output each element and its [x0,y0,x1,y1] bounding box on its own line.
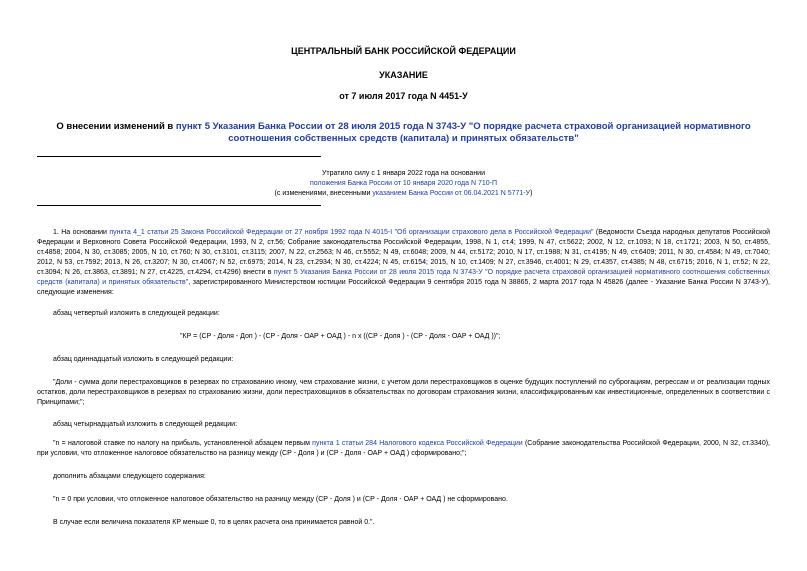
p1-text-2: (Ведомости Съезда народных депутатов Российской Федерации и Верховного Совета Российской Федерации, 1993, N 2, ст.56; Собрание законодательства Российской Федерации, 1998, N 1, ст.4; 1999, N 47, ст.5622; 2002, N 12, ст.1093; N 18, ст.1721; 2003, N 50, ст.4855, ст.4858; 2004, N 30, ст.3085; 2005, N 10, ст.760; N 30, ст.3101, ст.3115; 2007, N 22, ст.2563; N 46, ст.5552; N 49, ст.6048; 2009, N 44, ст.5172; 2010, N 17, ст.1988; N 31, ст.4195; N 49, ст.6409; 2011, N 30, ст.4584; N 49, ст.7040; 2012, N 53, ст.7592; 2013, N 26, ст.3207; N 30, ст.4067; N 52, ст.6975; 2014, N 23, ст.2934; N 30, ст.4224; N 45, ст.6154; 2015, N 10, ст.1409; N 27, ст.3946, ст.4001; N 29, ст.4357, ст.4385; N 48, ст.6715; 2016, N 1, ст.52; N 22, ст.3094; N 26, ст.3863, ст.3891; N 27, ст.4225, ст.4294, ст.4296) внести в [37,229,771,276]
paragraph-5: абзац четырнадцатый изложить в следующей редакции: [53,421,238,428]
paragraph-9: В случае если величина показателя КР меньше 0, то в целях расчета она принимается равной 0.". [53,519,375,526]
status-note-prefix: (с изменениями, внесенными [274,190,373,197]
status-note-link2[interactable]: указанием Банка России от 06.04.2021 N 5771-У [372,190,531,197]
paragraph-4: "Доли - сумма доли перестраховщиков в резервах по страхованию иному, чем страхование жизни, с учетом доли перестраховщиков в оценке будущих поступлений по суброгациям, регрессам и от реализации годных остатков, доли перестраховщиков в резервах по страхованию жизни, доли перестраховщиков в обязательствах по договорам страхования жизни, классифицированным как инвестиционные, определенных в соответствии с Принципами;"; [37,379,770,406]
paragraph-8: "n = 0 при условии, что отложенное налоговое обязательство на разницу между (СР - Доля ) и (СР - Доля - ОАР + ОАД ) не сформировано. [53,496,508,503]
formula-kr: "КР = (СР - Доля - Доп ) - (СР - Доля - ОАР + ОАД ) - n x ((СР - Доля ) - (СР - Доля - ОАР + ОАД ))"; [180,333,501,340]
paragraph-1 [37,228,770,298]
paragraph-3: абзац одиннадцатый изложить в следующей редакции: [53,356,234,363]
p1-text-3: , зарегистрированного Министерством юстиции Российской Федерации 9 сентября 2015 года N 38865, 2 марта 2017 года N 45826 (далее - Указание Банка России N 3743-У), следующие изменения: [37,279,770,296]
p1-link-law[interactable]: пункта 4_1 статьи 25 Закона Российской Федерации от 27 ноября 1992 года N 4015-I "Об организации страхового дела в Российской Федерации" [109,229,594,236]
p1-text-1: 1. На основании [53,229,110,236]
paragraph-7: дополнить абзацами следующего содержания: [53,473,206,480]
paragraph-2: абзац четвертый изложить в следующей редакции: [53,310,220,317]
status-note-line1: Утратило силу с 1 января 2022 года на основании [321,170,486,177]
status-note [0,169,807,199]
status-note-link1[interactable]: положения Банка России от 10 января 2020 года N 710-П [309,180,497,187]
paragraph-6 [37,439,770,459]
divider-bottom [37,205,321,206]
document-title [40,121,767,145]
document-date: от 7 июля 2017 года N 4451-У [339,91,468,101]
p1-link-directive[interactable]: пункт 5 Указания Банка России от 28 июля 2015 года N 3743-У "О порядке расчета страховой организацией нормативного соотношения собственных средств (капитала) и принятых обязательств" [37,269,770,286]
title-link[interactable]: пункт 5 Указания Банка России от 28 июля 2015 года N 3743-У "О порядке расчета страховой организацией нормативного соотношения собственных средств (капитала) и принятых обязательств" [175,121,751,144]
status-note-suffix: ) [530,190,533,197]
divider-top [37,156,321,157]
title-prefix: О внесении изменений в [56,121,176,132]
p6-text-1: "n = налоговой ставке по налогу на прибыль, установленной абзацем первым [53,440,313,447]
bank-name: ЦЕНТРАЛЬНЫЙ БАНК РОССИЙСКОЙ ФЕДЕРАЦИИ [291,46,516,56]
document-type: УКАЗАНИЕ [379,70,428,80]
status-note-line3 [0,189,807,199]
p6-link-tax-code[interactable]: пункта 1 статьи 284 Налогового кодекса Российской Федерации [312,440,523,447]
p6-text-2: (Собрание законодательства Российской Федерации, 2000, N 32, ст.3340), при условии, что отложенное налоговое обязательство на разницу между (СР - Доля ) и (СР - Доля - ОАР + ОАД ) сформировано;"; [37,440,770,457]
